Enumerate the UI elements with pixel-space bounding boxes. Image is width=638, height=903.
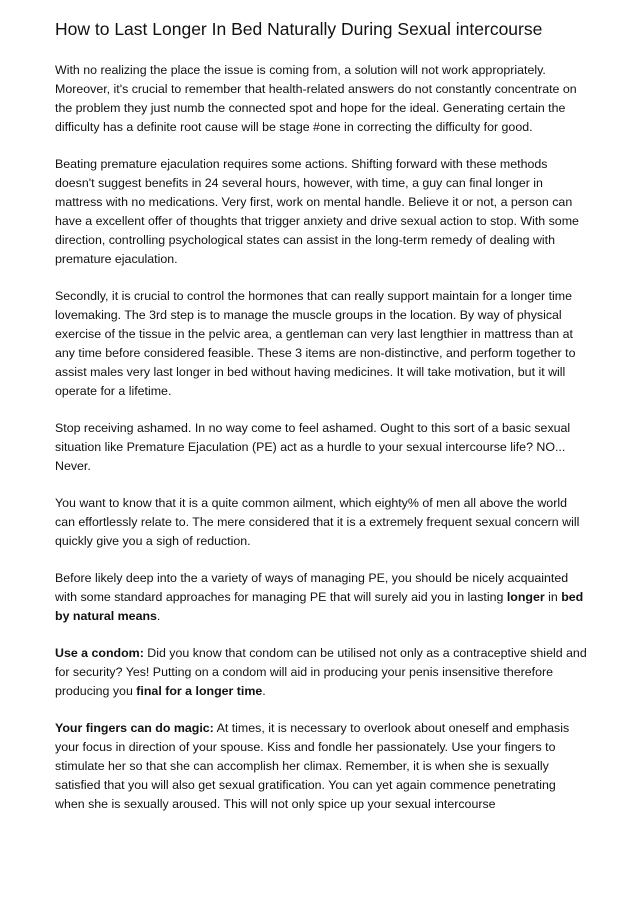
paragraph-common-ailment: You want to know that it is a quite common ailment, which eighty% of men all above the world can effortlessly relate to. The mere considered that it is a extremely frequent sexual concern will quickly give you a sigh of reduction. [55, 496, 580, 548]
paragraph-text: . [262, 684, 266, 698]
bold-lead-condom: Use a condom: [55, 646, 144, 660]
paragraph-text: Before likely deep into the a variety of ways of managing PE, you should be nicely acquainted with some standard approaches for managing PE that will surely aid you in lasting [55, 571, 569, 604]
paragraph-fingers [55, 719, 588, 814]
paragraph-text: At times, it is necessary to overlook about oneself and emphasis your focus in direction of your spouse. Kiss and fondle her passionately. Use your fingers to stimulate her so that she can accomplish her climax. Remember, it is when she is sexually satisfied that you will also get sexual gratification. You can yet again commence penetrating when she is sexually aroused. This will not only spice up your sexual intercourse [55, 721, 570, 811]
paragraph-condom [55, 644, 588, 701]
paragraph-hormones-muscles: Secondly, it is crucial to control the hormones that can really support maintain for a longer time lovemaking. The 3rd step is to manage the muscle groups in the location. By way of physical exercise of the tissue in the pelvic area, a gentleman can very last lengthier in mattress than at any time before considered feasible. These 3 items are non-distinctive, and perform together to assist males very last longer in bed without having medicines. It will take motivation, but it will operate for a lifetime. [55, 289, 576, 398]
paragraph-mental-control: Beating premature ejaculation requires some actions. Shifting forward with these methods doesn't suggest benefits in 24 several hours, however, with time, a guy can final longer in mattress with no medications. Very first, work on mental handle. Believe it or not, a person can have a excellent offer of thoughts that trigger anxiety and drive sexual action to stop. With some direction, controlling psychological states can assist in the long-term remedy of dealing with premature ejaculation. [55, 157, 579, 266]
paragraph-text: Did you know that condom can be utilised not only as a contraceptive shield and for security? Yes! Putting on a condom will aid in producing your penis insensitive therefore producing you [55, 646, 587, 698]
paragraph-root-cause: With no realizing the place the issue is coming from, a solution will not work appropriately. Moreover, it's crucial to remember that health-related answers do not constantly concentrate on the problem they just numb the connected spot and hope for the ideal. Generating certain the difficulty has a definite root cause will be stage #one in correcting the difficulty for good. [55, 63, 577, 134]
document-title: How to Last Longer In Bed Naturally During Sexual intercourse [55, 19, 543, 39]
paragraph-text: . [156, 609, 161, 623]
bold-lead-fingers: Your fingers can do magic: [55, 721, 214, 735]
paragraph-stop-ashamed: Stop receiving ashamed. In no way come to feel ashamed. Ought to this sort of a basic sexual situation like Premature Ejaculation (PE) act as a hurdle to your sexual intercourse life? NO... Never. [55, 421, 571, 473]
bold-keyword-natural-means: bed by natural means [55, 590, 584, 623]
bold-keyword-longer: longer [506, 590, 545, 604]
bold-keyword-final-longer: final for a longer time [136, 684, 263, 698]
paragraph-text: in [544, 590, 562, 604]
paragraph-approaches [55, 569, 588, 626]
